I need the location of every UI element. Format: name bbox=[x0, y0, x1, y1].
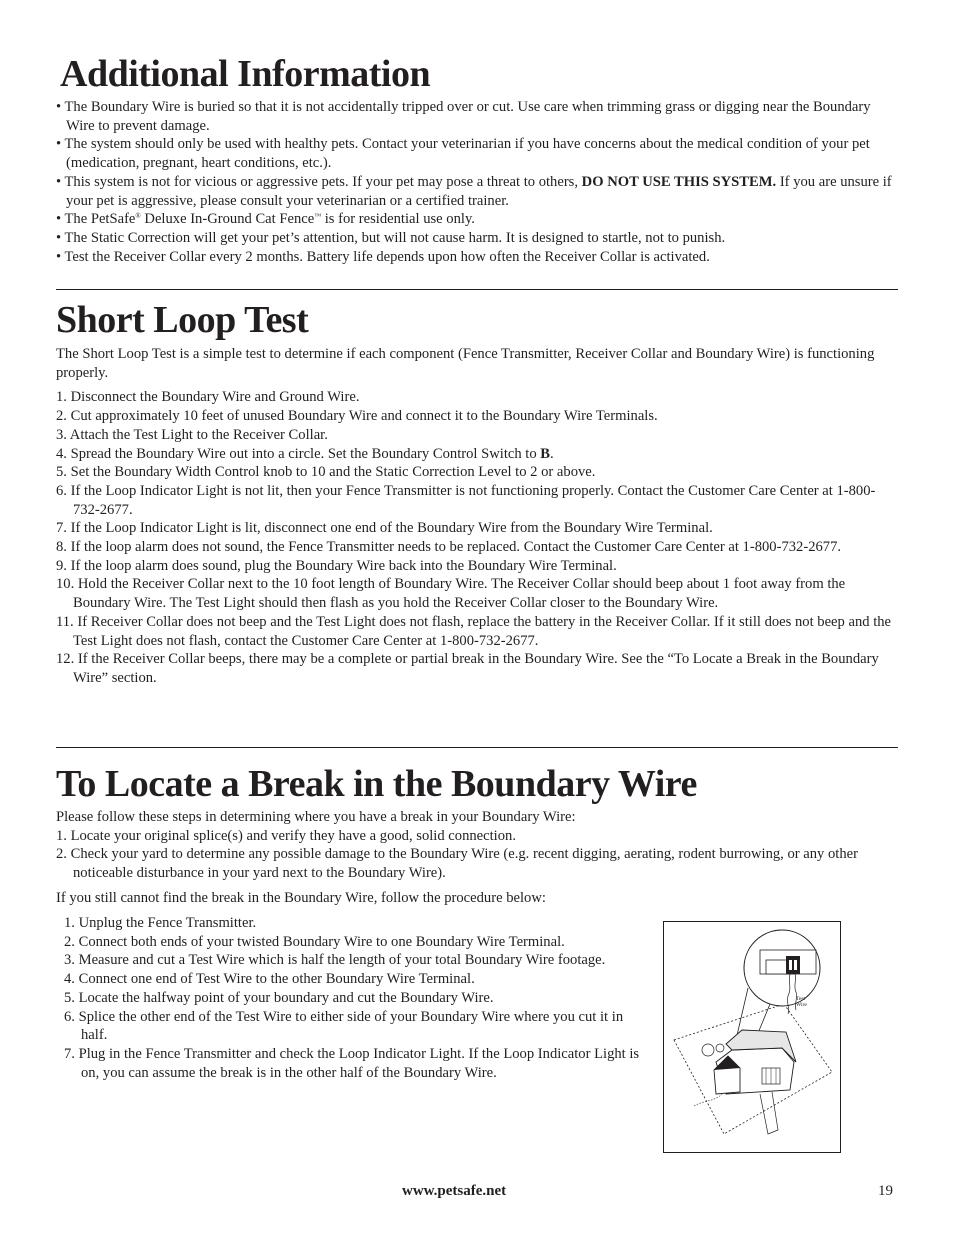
list-item: 11. If Receiver Collar does not beep and the Test Light does not flash, replace the battery in the Receiver Collar. If it still does not beep and the Test Light does not flash, contact the Customer Care Center at 1-800-732-2677. bbox=[56, 613, 892, 649]
list-item bbox=[56, 210, 898, 229]
additional-information-heading: Additional Information bbox=[60, 53, 431, 95]
list-item: 4. Connect one end of Test Wire to the other Boundary Wire Terminal. bbox=[64, 971, 475, 988]
short-loop-test-body bbox=[56, 345, 898, 688]
list-item: 8. If the loop alarm does not sound, the Fence Transmitter needs to be replaced. Contact the Customer Care Center at 1-800-732-2677. bbox=[56, 539, 842, 556]
short-loop-test-heading: Short Loop Test bbox=[56, 299, 309, 341]
test-wire-label-line2: Wire bbox=[796, 1002, 807, 1008]
locate-break-heading: To Locate a Break in the Boundary Wire bbox=[56, 763, 697, 805]
section-divider bbox=[56, 747, 898, 748]
switch-setting: B bbox=[540, 445, 551, 462]
procedure-list bbox=[60, 914, 640, 1082]
list-item-text: • This system is not for vicious or aggressive pets. If your pet may pose a threat to others, bbox=[56, 173, 582, 190]
list-item: 6. Splice the other end of the Test Wire to either side of your Boundary Wire where you cut it in half. bbox=[64, 1008, 624, 1044]
list-item: • The Static Correction will get your pet’s attention, but will not cause harm. It is designed to startle, not to punish. bbox=[56, 229, 726, 246]
section-divider bbox=[56, 289, 898, 290]
list-item-text: is for residential use only. bbox=[321, 211, 475, 228]
list-item: 6. If the Loop Indicator Light is not lit, then your Fence Transmitter is not functioning properly. Contact the Customer Care Center at 1-800-732-2677. bbox=[56, 482, 876, 518]
locate-break-checks bbox=[56, 808, 898, 908]
list-item: 3. Measure and cut a Test Wire which is half the length of your total Boundary Wire footage. bbox=[64, 952, 606, 969]
warning-text: DO NOT USE THIS SYSTEM. bbox=[581, 173, 777, 190]
list-item: 10. Hold the Receiver Collar next to the 10 foot length of Boundary Wire. The Receiver Collar should beep about 1 foot away from the Boundary Wire. The Test Light should then flash as you hold the Receiver Collar closer to the Boundary Wire. bbox=[56, 576, 846, 612]
list-item: 2. Check your yard to determine any possible damage to the Boundary Wire (e.g. recent digging, aerating, rodent burrowing, or any other noticeable disturbance in your yard next to the Boundary Wire). bbox=[56, 846, 858, 882]
list-item-text: If you are unsure if your pet is aggressive, please consult your veterinarian or a certified trainer. bbox=[66, 173, 892, 209]
list-item: 7. If the Loop Indicator Light is lit, disconnect one end of the Boundary Wire from the Boundary Wire Terminal. bbox=[56, 520, 713, 537]
tree-icon bbox=[702, 1044, 714, 1056]
list-item: 1. Unplug the Fence Transmitter. bbox=[64, 915, 257, 931]
list-item: 5. Set the Boundary Width Control knob to 10 and the Static Correction Level to 2 or above. bbox=[56, 464, 596, 481]
list-item: 1. Locate your original splice(s) and verify they have a good, solid connection. bbox=[56, 827, 516, 844]
test-wire-label-line1: Test bbox=[796, 996, 806, 1002]
footer-website[interactable]: www.petsafe.net bbox=[402, 1183, 507, 1199]
list-item: 3. Attach the Test Light to the Receiver Collar. bbox=[56, 426, 328, 443]
list-item: 2. Cut approximately 10 feet of unused Boundary Wire and connect it to the Boundary Wire Terminals. bbox=[56, 408, 658, 425]
locate-intro: Please follow these steps in determining where you have a break in your Boundary Wire: bbox=[56, 809, 576, 825]
list-item: • The system should only be used with healthy pets. Contact your veterinarian if you have concerns about the medical condition of your pet (medication, pregnant, heart conditions, etc.). bbox=[56, 136, 870, 172]
page-number: 19 bbox=[878, 1183, 893, 1199]
list-item: 12. If the Receiver Collar beeps, there may be a complete or partial break in the Boundary Wire. See the “To Locate a Break in the Boundary Wire” section. bbox=[56, 651, 879, 686]
list-item: 7. Plug in the Fence Transmitter and check the Loop Indicator Light. If the Loop Indicator Light is on, you can assume the break is in the other half of the Boundary Wire. bbox=[64, 1045, 640, 1081]
list-item: 5. Locate the halfway point of your boundary and cut the Boundary Wire. bbox=[64, 989, 494, 1006]
registered-mark: ® bbox=[135, 212, 141, 221]
short-loop-intro: The Short Loop Test is a simple test to determine if each component (Fence Transmitter, Receiver Collar and Boundary Wire) is functioning properly. bbox=[56, 346, 875, 381]
additional-information-list bbox=[56, 98, 898, 266]
yard-test-wire-illustration bbox=[663, 921, 841, 1153]
list-item: 2. Connect both ends of your twisted Boundary Wire to one Boundary Wire Terminal. bbox=[64, 933, 565, 950]
procedure-intro: If you still cannot find the break in the Boundary Wire, follow the procedure below: bbox=[56, 889, 546, 906]
list-item: 9. If the loop alarm does sound, plug the Boundary Wire back into the Boundary Wire Terminal. bbox=[56, 557, 617, 574]
trademark-mark: ™ bbox=[314, 212, 322, 221]
list-item-text: • The PetSafe bbox=[56, 211, 136, 228]
list-item-text: . bbox=[550, 445, 554, 462]
list-item bbox=[56, 445, 898, 464]
driveway bbox=[760, 1092, 778, 1134]
list-item-text: 4. Spread the Boundary Wire out into a circle. Set the Boundary Control Switch to bbox=[56, 445, 541, 462]
list-item: 1. Disconnect the Boundary Wire and Ground Wire. bbox=[56, 389, 360, 406]
list-item bbox=[56, 173, 898, 210]
yard-diagram-svg bbox=[664, 922, 840, 1152]
list-item: • The Boundary Wire is buried so that it is not accidentally tripped over or cut. Use care when trimming grass or digging near the Boundary Wire to prevent damage. bbox=[56, 99, 871, 134]
list-item-text: Deluxe In-Ground Cat Fence bbox=[140, 211, 315, 228]
list-item: • Test the Receiver Collar every 2 months. Battery life depends upon how often the Receiver Collar is activated. bbox=[56, 248, 710, 265]
